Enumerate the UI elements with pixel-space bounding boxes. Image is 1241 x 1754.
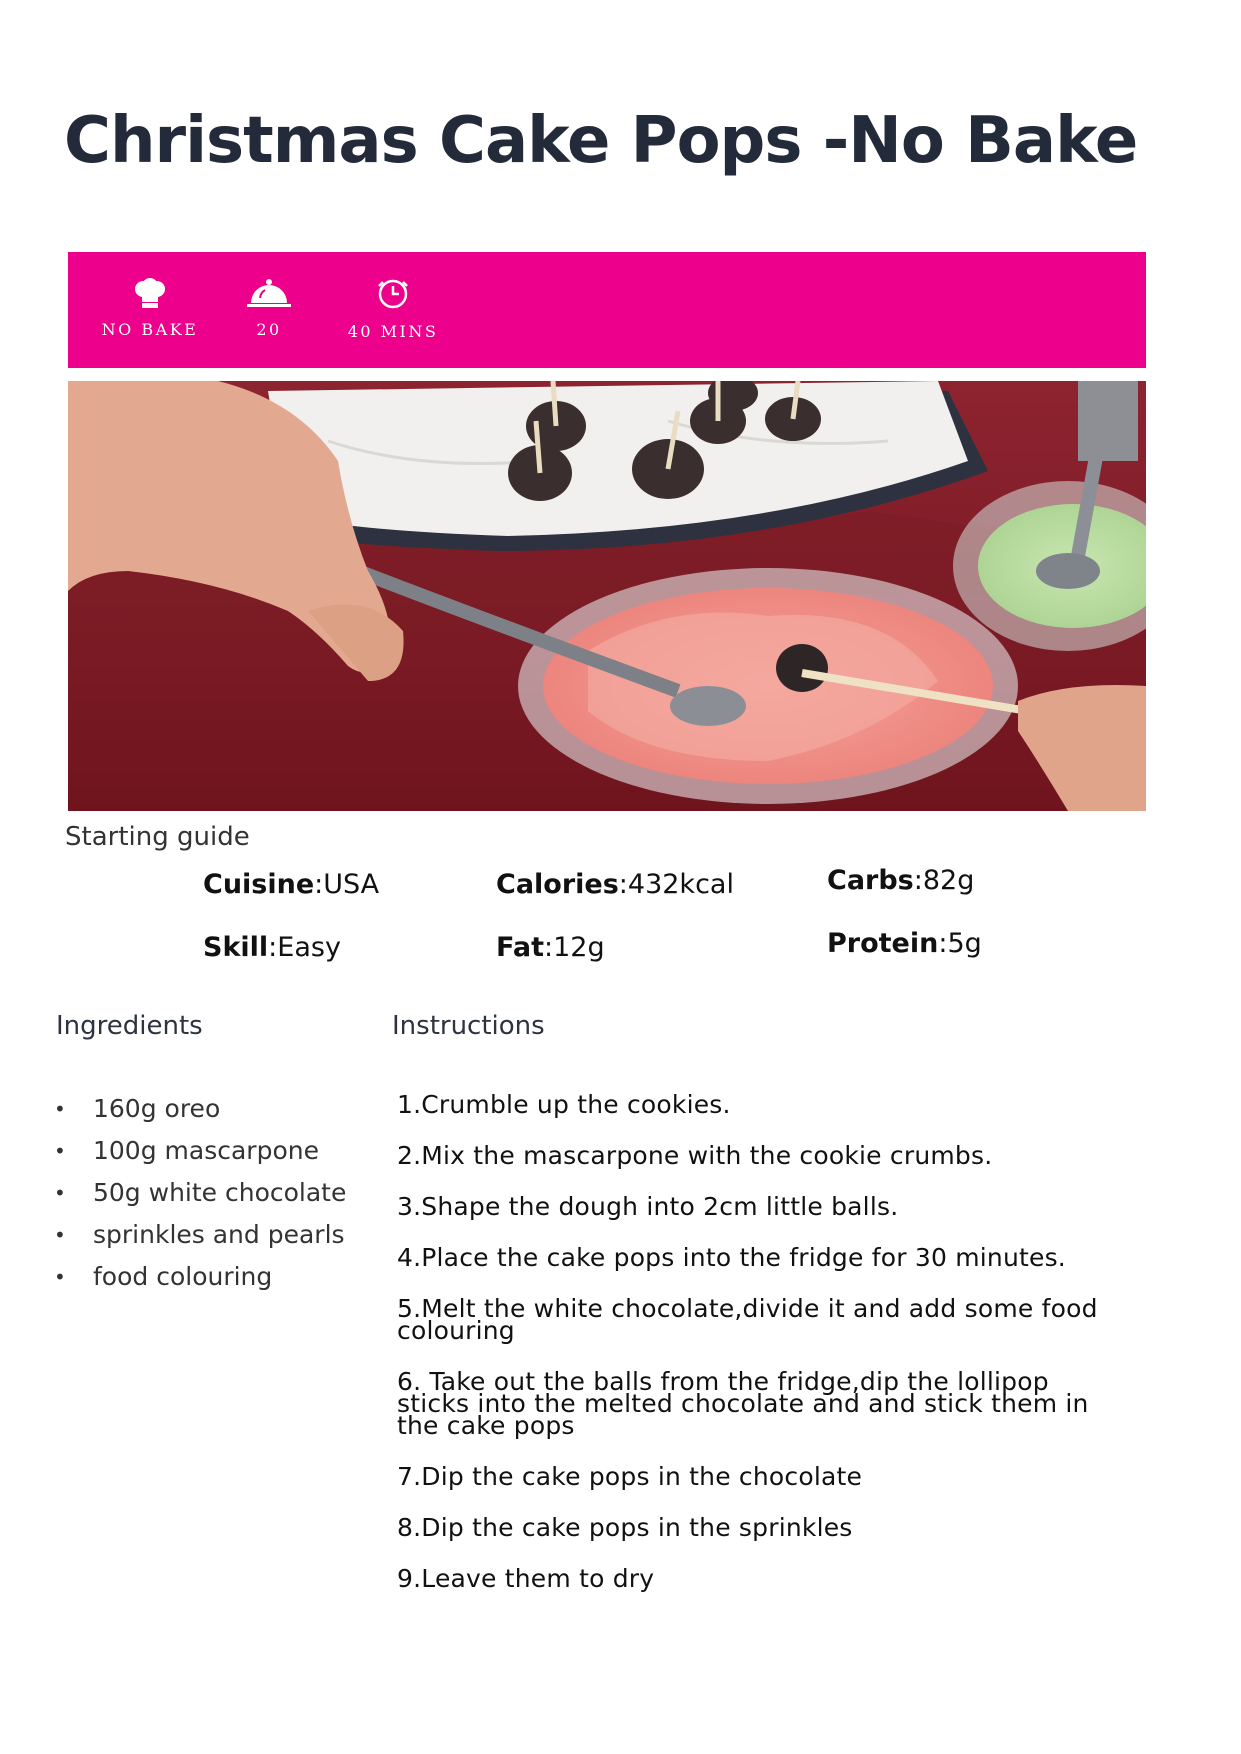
stat-value: :432kcal	[618, 869, 734, 900]
stat-label: Carbs	[827, 865, 914, 896]
instruction-step: 9.Leave them to dry	[397, 1564, 655, 1593]
stat-protein	[827, 928, 982, 959]
instruction-step: 1.Crumble up the cookies.	[397, 1090, 731, 1119]
stat-label: Fat	[496, 932, 544, 963]
meta-servings	[199, 278, 339, 339]
recipe-title: Christmas Cake Pops -No Bake	[64, 104, 1138, 178]
stat-skill	[203, 932, 341, 963]
meta-label: 20	[256, 320, 282, 339]
stat-calories	[496, 869, 734, 900]
starting-guide-heading: Starting guide	[65, 822, 250, 852]
stat-cuisine	[203, 869, 379, 900]
recipe-meta-banner	[68, 252, 1146, 368]
instruction-step: 8.Dip the cake pops in the sprinkles	[397, 1513, 853, 1542]
stat-label: Protein	[827, 928, 939, 959]
stat-value: :82g	[913, 865, 975, 896]
instruction-step: 5.Melt the white chocolate,divide it and add some food colouring	[397, 1294, 1098, 1345]
stat-label: Skill	[203, 932, 269, 963]
meta-label: 40 MINS	[347, 322, 439, 341]
clock-icon	[377, 278, 409, 310]
instruction-step: 7.Dip the cake pops in the chocolate	[397, 1462, 863, 1491]
instruction-step: 4.Place the cake pops into the fridge for 30 minutes.	[397, 1243, 1066, 1272]
stat-fat	[496, 932, 605, 963]
chef-hat-icon	[133, 278, 167, 308]
ingredient-item: • 50g white chocolate	[54, 1172, 374, 1214]
meta-time	[323, 278, 463, 341]
stat-value: :5g	[938, 928, 982, 959]
ingredients-heading: Ingredients	[56, 1011, 203, 1041]
recipe-photo	[68, 381, 1146, 811]
stat-label: Cuisine	[203, 869, 315, 900]
serving-cloche-icon	[246, 278, 292, 308]
ingredient-item: • food colouring	[54, 1256, 374, 1298]
ingredient-item: • 160g oreo	[54, 1088, 374, 1130]
instructions-list	[397, 1090, 1117, 1619]
meta-label: NO BAKE	[101, 320, 199, 339]
instruction-step: 6. Take out the balls from the fridge,dip the lollipop sticks into the melted chocolate and and stick them in the cake pops	[397, 1367, 1089, 1440]
stat-carbs	[827, 865, 974, 896]
ingredients-list	[54, 1088, 374, 1298]
stat-value: :Easy	[268, 932, 341, 963]
stat-value: :12g	[544, 932, 605, 963]
ingredient-item: • sprinkles and pearls	[54, 1214, 374, 1256]
cake-pops-photo-illustration	[68, 381, 1146, 811]
instruction-step: 2.Mix the mascarpone with the cookie crumbs.	[397, 1141, 993, 1170]
stat-value: :USA	[314, 869, 380, 900]
instruction-step: 3.Shape the dough into 2cm little balls.	[397, 1192, 899, 1221]
ingredient-item: • 100g mascarpone	[54, 1130, 374, 1172]
instructions-heading: Instructions	[392, 1011, 545, 1041]
stat-label: Calories	[496, 869, 619, 900]
